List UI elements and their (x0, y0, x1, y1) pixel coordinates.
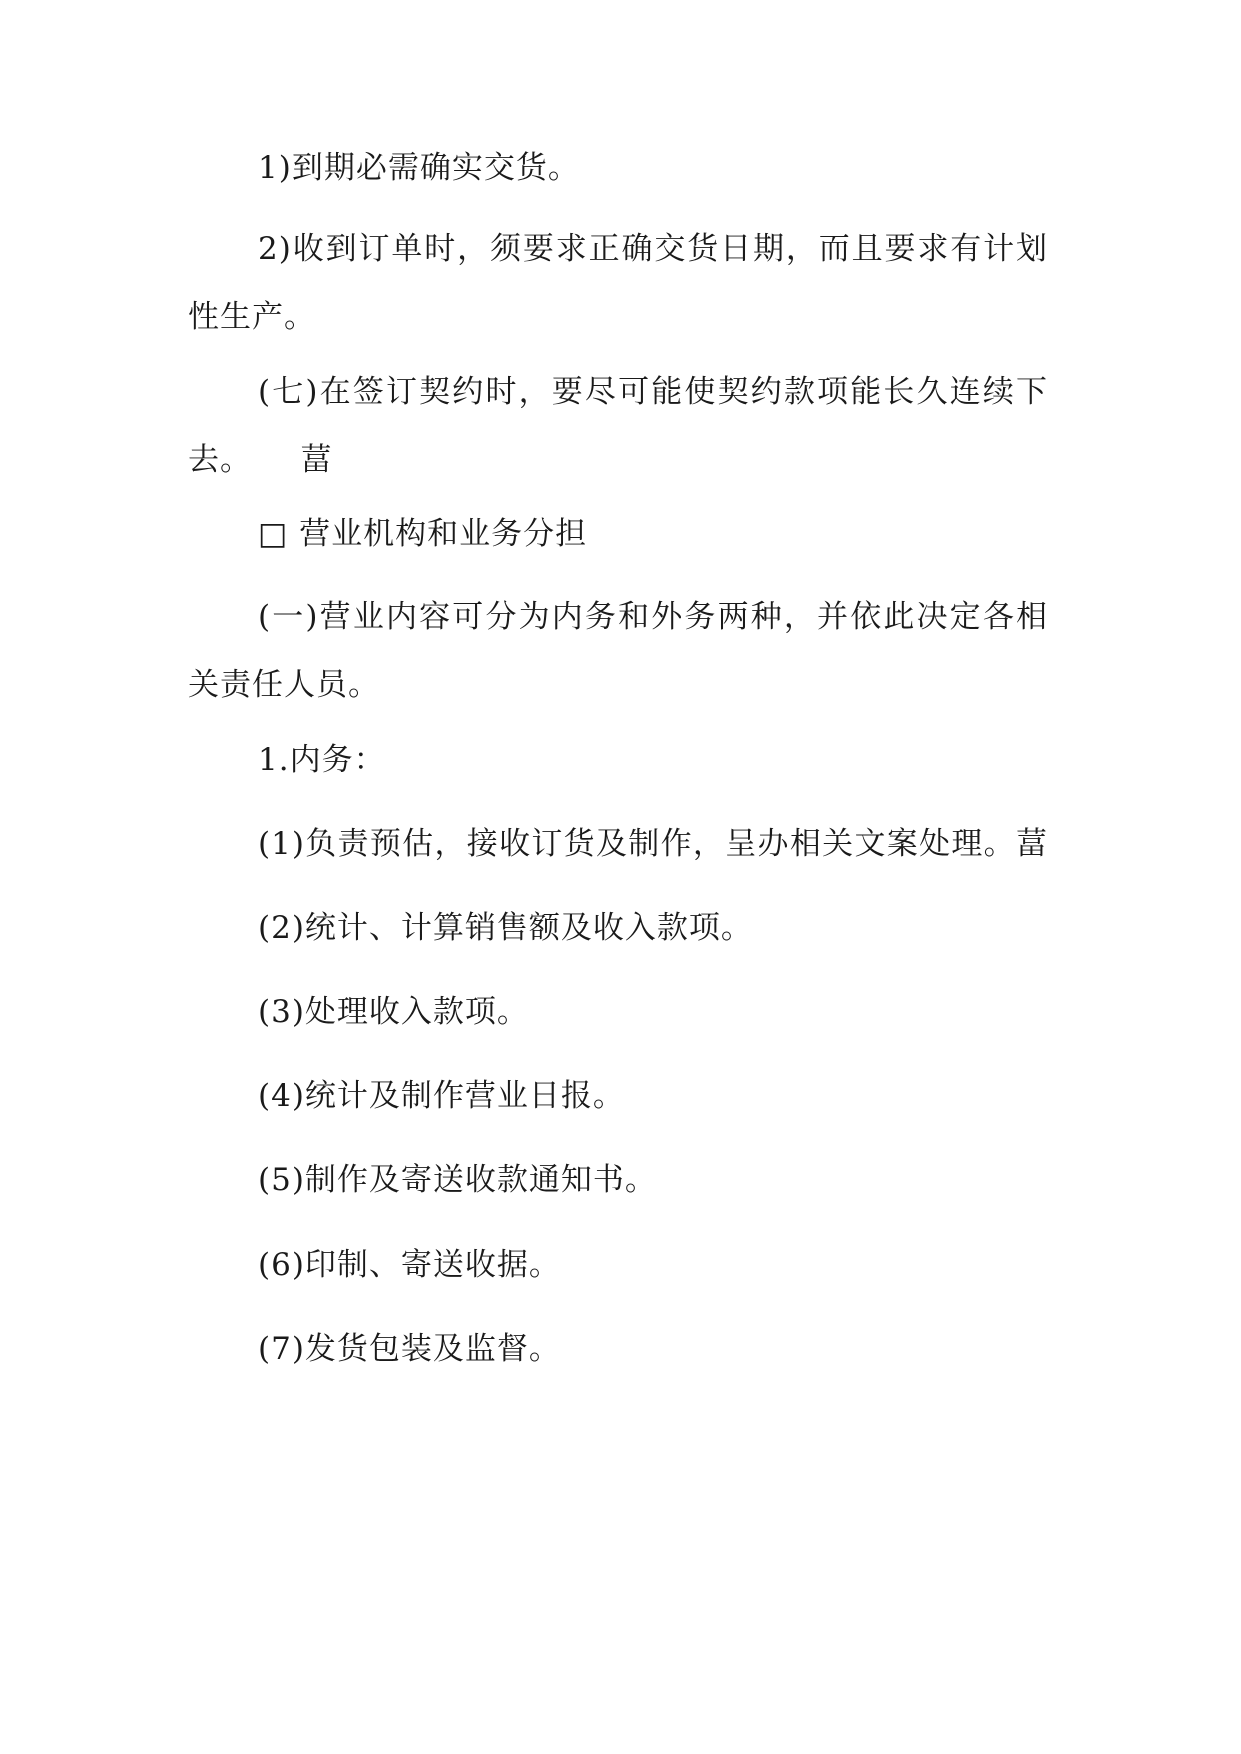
text-line: 1)到期必需确实交货。 (258, 150, 580, 186)
paragraph-business-content (188, 598, 1048, 704)
list-item-1 (188, 825, 1048, 863)
list-item-4 (188, 1077, 1048, 1115)
text-line: (2)统计、计算销售额及收入款项。 (258, 910, 753, 946)
list-item-6 (188, 1246, 1048, 1284)
text-line: 性生产。 (188, 299, 316, 335)
paragraph-delivery-on-time (188, 149, 1048, 187)
text-line: 2)收到订单时，须要求正确交货日期，而且要求有计划 (258, 231, 1048, 267)
paragraph-contract-terms (188, 373, 1048, 479)
text-line: (7)发货包装及监督。 (258, 1331, 561, 1367)
list-item-2 (188, 909, 1048, 947)
text-line: (一)营业内容可分为内务和外务两种，并依此决定各相 (258, 599, 1048, 635)
list-item-3 (188, 993, 1048, 1031)
section-heading (188, 515, 1048, 553)
text-line: 1.内务： (258, 742, 386, 778)
text-line: (1)负责预估，接收订货及制作，呈办相关文案处理。葍 (258, 826, 1048, 862)
list-item-7 (188, 1330, 1048, 1368)
subheading-internal-affairs (188, 741, 1048, 779)
text-line: (4)统计及制作营业日报。 (258, 1078, 625, 1114)
text-line: 关责任人员。 (188, 667, 380, 703)
text-line: (5)制作及寄送收款通知书。 (258, 1162, 657, 1198)
text-line: 去。 葍 (188, 442, 333, 478)
text-line: (6)印制、寄送收据。 (258, 1247, 561, 1283)
heading-text: □ 营业机构和业务分担 (258, 516, 588, 552)
list-item-5 (188, 1161, 1048, 1199)
paragraph-order-date (188, 230, 1048, 336)
text-line: (七)在签订契约时，要尽可能使契约款项能长久连续下 (258, 374, 1048, 410)
text-line: (3)处理收入款项。 (258, 994, 529, 1030)
